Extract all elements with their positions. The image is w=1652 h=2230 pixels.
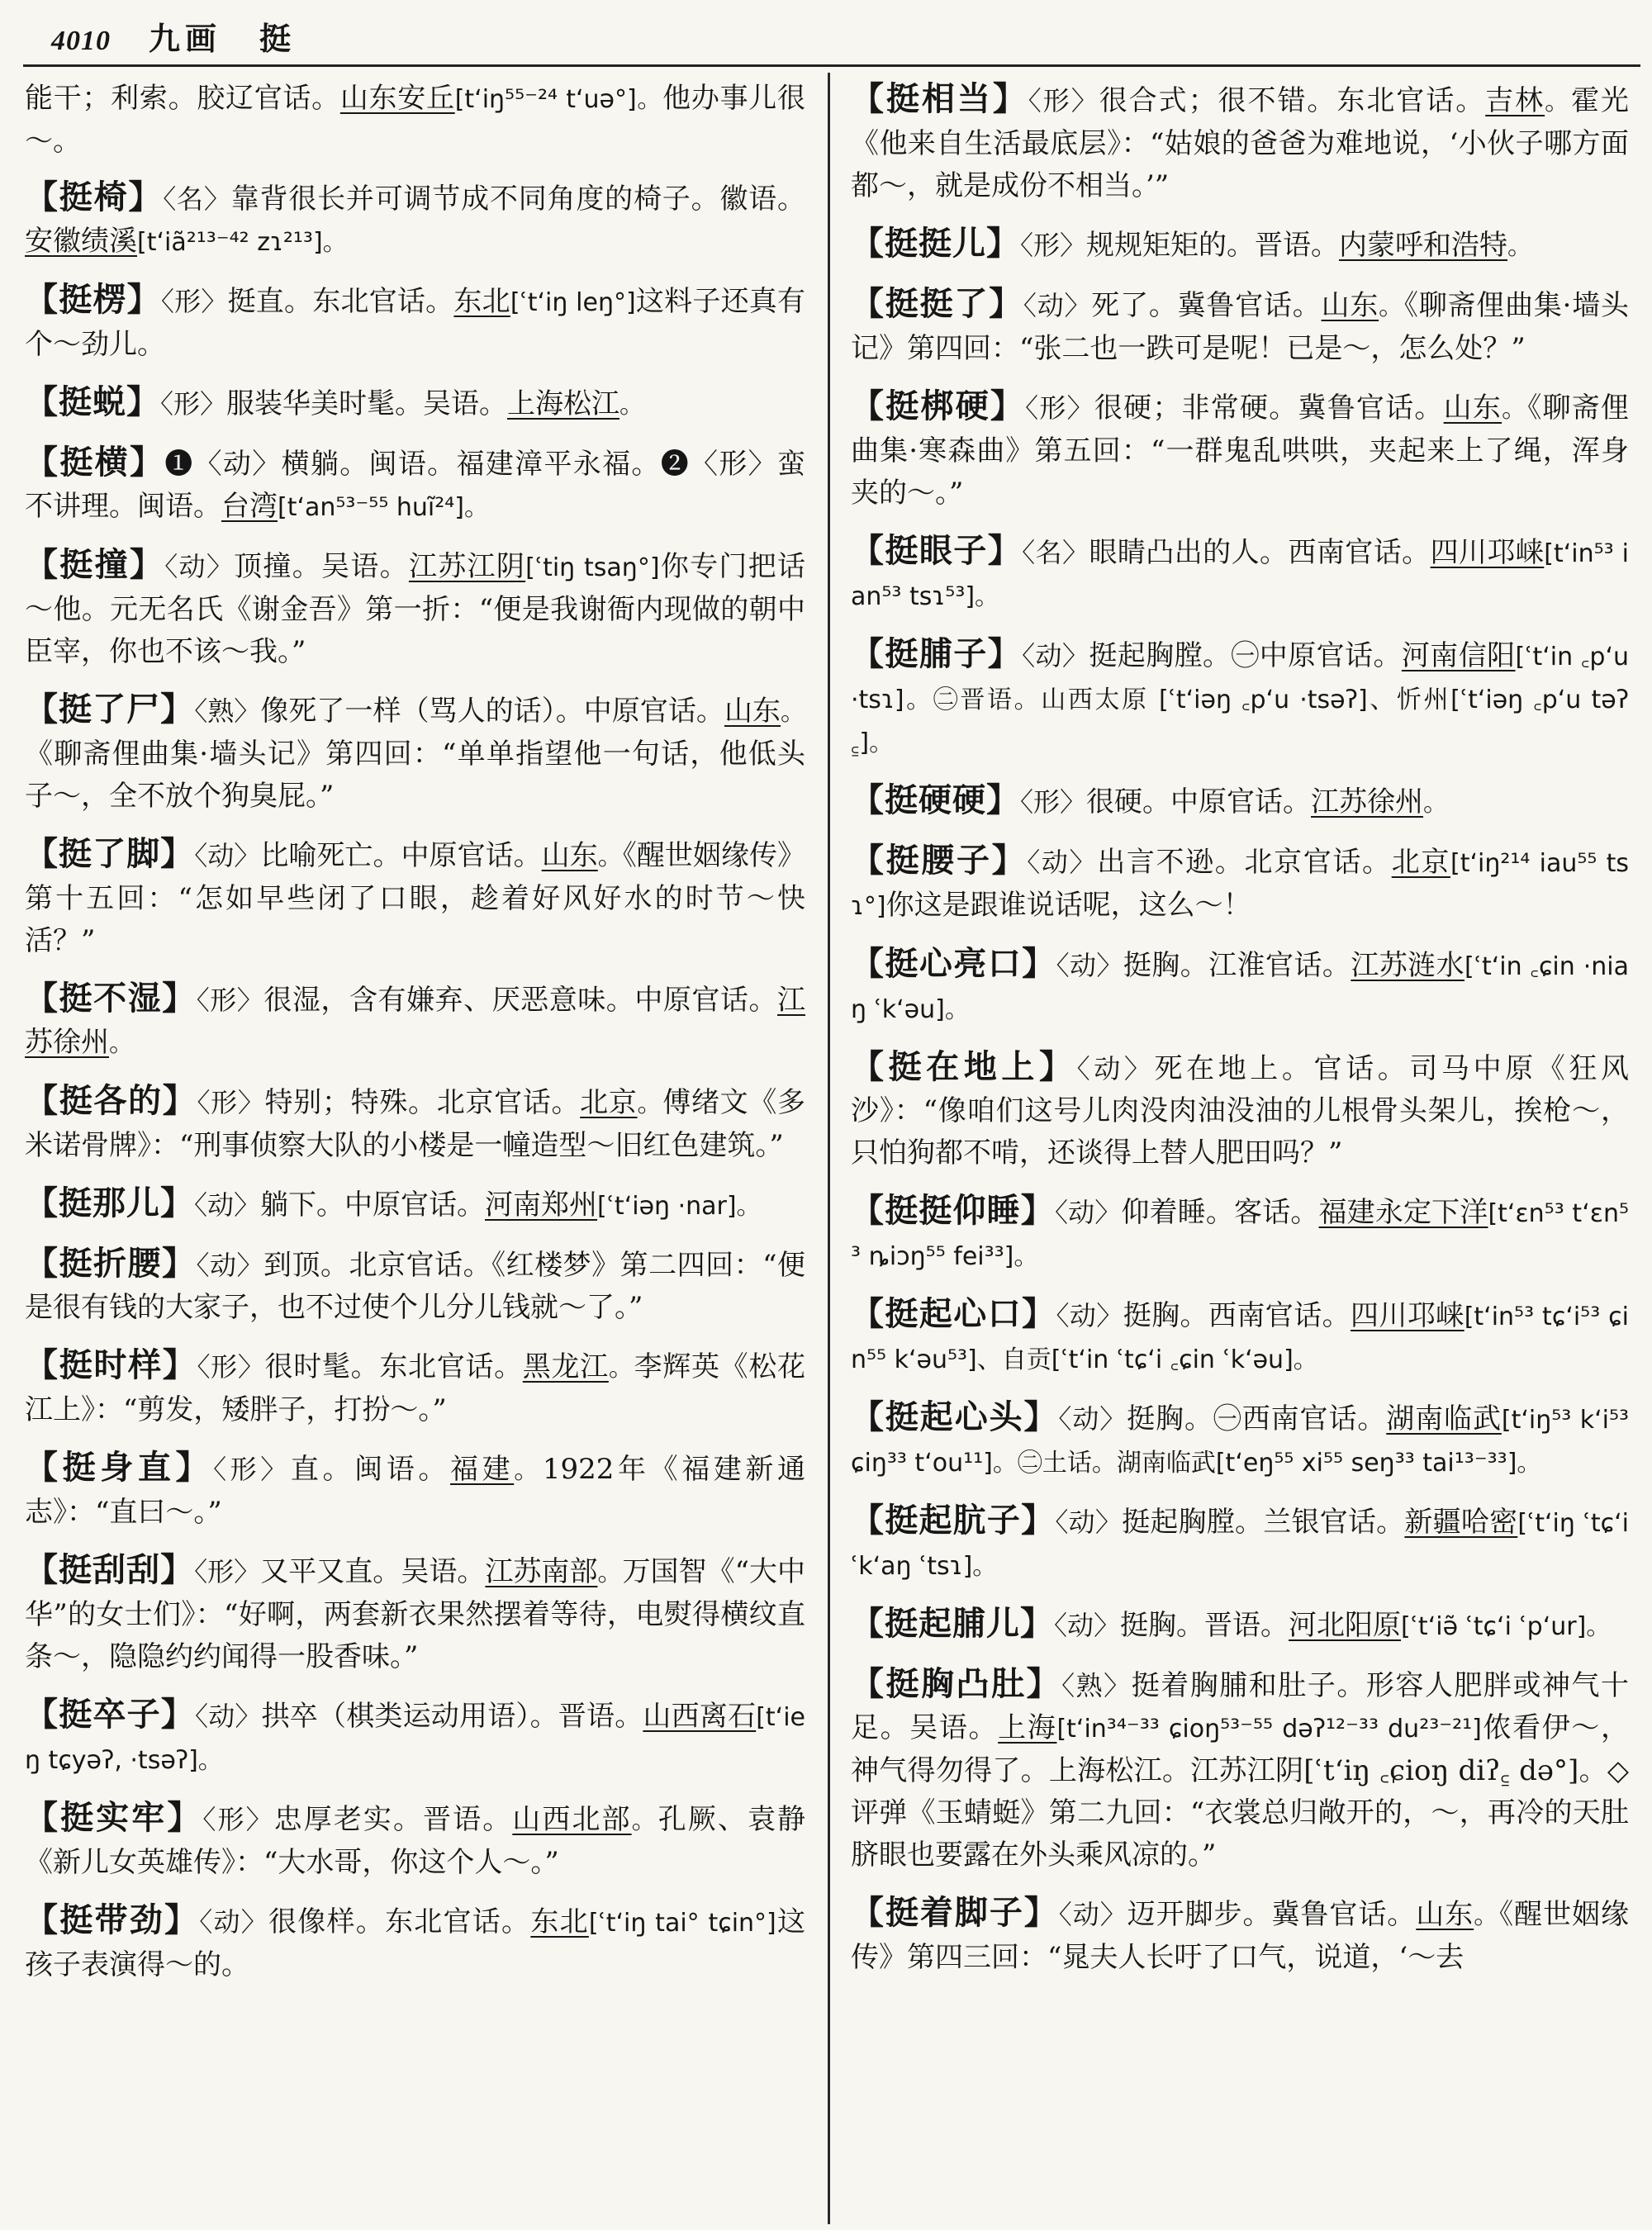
entry-headword: 【挺那儿】 <box>25 1184 194 1222</box>
part-of-speech-tag: 〈形〉 <box>197 1087 265 1118</box>
part-of-speech-tag: 〈动〉 <box>1027 847 1098 878</box>
entry-headword: 【挺蜕】 <box>25 382 160 421</box>
entry-headword: 【挺起肮子】 <box>851 1501 1056 1540</box>
pronunciation: [ʿt‘iə̃ ʿtɕ‘i ʿp‘ur]。 <box>1401 1612 1612 1641</box>
entry-headword: 【挺时样】 <box>25 1345 197 1384</box>
entry-definition: 死了。冀鲁官话。 <box>1091 289 1322 322</box>
dictionary-entry <box>851 839 1629 928</box>
dialect-location: 江苏徐州 <box>25 984 806 1059</box>
dialect-location: 四川邛崃 <box>1351 1299 1464 1332</box>
usage-example: 他办事儿很～。 <box>25 82 806 158</box>
part-of-speech-tag: 〈形〉 <box>202 1804 274 1835</box>
entry-headword: 【挺挺仰睡】 <box>851 1191 1055 1230</box>
entry-definition: 很时髦。东北官话。 <box>264 1350 523 1383</box>
dictionary-entry <box>25 1693 805 1782</box>
part-of-speech-tag: 〈动〉 <box>1054 1197 1122 1228</box>
pronunciation: 。 <box>1474 1901 1500 1930</box>
usage-example: 《红楼梦》第二四回：“便是很有钱的大家子，也不过使个儿分儿钱就～了。” <box>25 1249 805 1324</box>
pronunciation: [t‘ieŋ tɕyəʔ, ·tsəʔ]。 <box>25 1703 806 1775</box>
dictionary-entry <box>25 1242 805 1329</box>
dialect-location: 山西北部 <box>512 1803 632 1836</box>
dictionary-entry <box>851 1891 1629 1979</box>
usage-example: 傅绪文《多米诺骨牌》：“刑事侦察大队的小楼是一幢造型～旧红色建筑。” <box>25 1086 806 1162</box>
entry-headword: 【挺各的】 <box>25 1081 197 1120</box>
dictionary-entry <box>25 381 805 426</box>
entry-headword: 【挺椅】 <box>25 178 164 216</box>
pronunciation: 。 <box>637 1089 663 1118</box>
dictionary-entry <box>851 1499 1629 1587</box>
entry-definition: 很硬；非常硬。冀鲁官话。 <box>1094 391 1444 425</box>
dialect-location: 新疆哈密 <box>1404 1506 1518 1539</box>
pronunciation: 。 <box>1545 88 1572 116</box>
pronunciation: 。 <box>608 1354 634 1383</box>
dialect-location: 河北阳原 <box>1289 1609 1402 1642</box>
part-of-speech-tag: 〈动〉 <box>1056 950 1123 981</box>
entry-definition: 能干；利索。胶辽官话。 <box>25 82 340 115</box>
dictionary-entry <box>25 278 805 366</box>
dictionary-entry <box>851 779 1629 824</box>
page-number: 4010 <box>51 26 111 56</box>
dictionary-entry <box>25 1344 805 1431</box>
pronunciation: [t‘iã²¹³⁻⁴² zɿ²¹³]。 <box>137 228 348 257</box>
dialect-location: 湖南临武 <box>1386 1402 1502 1435</box>
entry-definition: 像死了一样（骂人的话）。中原官话。 <box>260 695 724 728</box>
usage-example: 《聊斋俚曲集·寒森曲》第五回：“一群鬼乱哄哄，夹起来上了绳，浑身夹的～。” <box>851 391 1630 510</box>
entry-headword: 【挺起心头】 <box>851 1397 1059 1436</box>
pronunciation: [t‘in³⁴⁻³³ ɕioŋ⁵³⁻⁵⁵ dəʔ¹²⁻³³ du²³⁻²¹] <box>1056 1715 1482 1744</box>
entry-headword: 【挺硬硬】 <box>851 780 1020 819</box>
entry-headword: 【挺带劲】 <box>25 1900 200 1939</box>
entry-definition: 挺直。东北官话。 <box>227 285 454 318</box>
part-of-speech-tag: 〈形〉 <box>1020 230 1087 261</box>
entry-definition: 眼睛凸出的人。西南官话。 <box>1089 536 1431 569</box>
dialect-location: 北京 <box>1391 846 1451 879</box>
usage-example: 《醒世姻缘传》第十五回：“怎如早些闭了口眼，趁着好风好水的时节～快活？” <box>25 839 806 957</box>
dialect-location: 内蒙呼和浩特 <box>1339 229 1508 262</box>
entry-headword: 【挺在地上】 <box>851 1047 1077 1086</box>
usage-example: 《聊斋俚曲集·墙头记》第四回：“单单指望他一句话，他低头子～，全不放个狗臭屁。” <box>25 738 805 813</box>
pronunciation: [t‘in⁵³ ian⁵³ tsɿ⁵³]。 <box>851 539 1630 611</box>
entry-definition: 顶撞。吴语。 <box>234 550 409 583</box>
dialect-location: 东北 <box>453 285 510 318</box>
dictionary-entry <box>851 222 1629 268</box>
dictionary-entry <box>25 1079 805 1167</box>
part-of-speech-tag: 〈动〉 <box>194 1189 261 1221</box>
entry-headword: 【挺卒子】 <box>25 1695 195 1734</box>
usage-example: 司马中原《狂风沙》：“像咱们这号儿肉没肉油没油的儿根骨头架儿，挨枪～，只怕狗都不啃，还谈得上替人肥田吗？” <box>851 1052 1630 1170</box>
usage-example: 侬看伊～，神气得勿得了。上海松江。江苏江阴[ʿt‘iŋ ꜀ɕioŋ diʔ꜁ də°]。◇评弹《玉蜻蜓》第二九回：“衣裳总归敞开的，～，再冷的天肚脐眼也要露在外头乘风凉的。” <box>851 1711 1630 1872</box>
usage-example: 这料子还真有个～劲儿。 <box>25 285 806 361</box>
part-of-speech-tag: 〈动〉 <box>194 840 261 871</box>
entry-definition: 很硬。中原官话。 <box>1086 785 1312 818</box>
part-of-speech-tag: 〈形〉 <box>194 1556 261 1587</box>
usage-example: 李辉英《松花江上》：“剪发，矮胖子，打扮～。” <box>25 1350 806 1426</box>
entry-headword: 【挺相当】 <box>851 79 1028 118</box>
entry-headword: 【挺眼子】 <box>851 531 1023 570</box>
dictionary-entry <box>25 1796 805 1884</box>
dictionary-entry <box>851 633 1629 764</box>
dialect-location: 江苏江阴 <box>408 550 526 583</box>
pronunciation: 。 <box>1507 232 1533 261</box>
dialect-location: 上海 <box>998 1711 1057 1744</box>
pronunciation: 。 <box>597 1559 623 1587</box>
pronunciation: 。 <box>1423 789 1449 818</box>
pronunciation: 。 <box>109 1029 134 1058</box>
part-of-speech-tag: 〈动〉 <box>195 1701 262 1732</box>
dictionary-entry <box>851 1663 1629 1877</box>
pronunciation: [ʿt‘iŋ tai° tɕin°] <box>588 1909 776 1938</box>
dialect-location: 黑龙江 <box>522 1350 609 1383</box>
dictionary-entry <box>25 78 805 163</box>
usage-example: 孔厥、袁静《新儿女英雄传》：“大水哥，你这个人～。” <box>25 1803 806 1879</box>
dialect-location: 江苏涟水 <box>1351 949 1465 982</box>
part-of-speech-tag: 〈动〉 <box>1054 1610 1121 1641</box>
entry-definition: 挺胸。晋语。 <box>1120 1609 1289 1642</box>
pronunciation: 。 <box>781 698 806 727</box>
entry-definition: 挺胸。㊀西南官话。 <box>1127 1402 1387 1435</box>
entry-definition: 很像样。东北官话。 <box>268 1905 531 1938</box>
pronunciation: [ʿt‘iŋ leŋ°] <box>510 288 636 317</box>
dialect-location: 河南信阳 <box>1401 639 1516 672</box>
dictionary-entry <box>851 942 1629 1031</box>
entry-headword: 【挺胸凸肚】 <box>851 1664 1062 1703</box>
entry-headword: 【挺挺了】 <box>851 284 1023 323</box>
head-character: 挺 <box>259 20 292 57</box>
entry-headword: 【挺刮刮】 <box>25 1550 195 1589</box>
part-of-speech-tag: 〈形〉 <box>1025 392 1094 424</box>
entry-definition: 忠厚老实。晋语。 <box>273 1803 513 1836</box>
dictionary-entry <box>851 78 1629 207</box>
pronunciation: [ʿt‘iəŋ ·nar]。 <box>597 1192 762 1221</box>
entry-definition: 又平又直。吴语。 <box>260 1555 486 1588</box>
dialect-location: 四川邛崃 <box>1430 536 1545 569</box>
part-of-speech-tag: 〈形〉 <box>196 985 264 1016</box>
entry-headword: 【挺梆硬】 <box>851 387 1026 425</box>
pronunciation: 。 <box>631 1806 658 1835</box>
entry-headword: 【挺腰子】 <box>851 841 1028 880</box>
dictionary-entry <box>25 977 805 1065</box>
dictionary-entry <box>851 1396 1629 1484</box>
entry-definition: 挺胸。西南官话。 <box>1123 1299 1351 1332</box>
entry-headword: 【挺折腰】 <box>25 1244 197 1283</box>
part-of-speech-tag: 〈动〉 <box>199 1906 269 1938</box>
dictionary-entry <box>25 176 805 263</box>
header-rule <box>23 64 1640 67</box>
dialect-location: 山西离石 <box>643 1700 757 1733</box>
part-of-speech-tag: 〈动〉 <box>1076 1053 1155 1084</box>
dictionary-entry <box>851 1293 1629 1381</box>
part-of-speech-tag: 〈动〉 <box>1023 290 1092 321</box>
dialect-location: 山东 <box>1416 1898 1474 1931</box>
dictionary-entry <box>851 1046 1629 1174</box>
pronunciation: 。 <box>597 842 623 871</box>
pronunciation: [ʿt‘iŋ ʿtɕ‘i ʿk‘aŋ ʿtsɿ]。 <box>851 1509 1630 1581</box>
entry-definition: 出言不逊。北京官话。 <box>1097 846 1392 879</box>
pronunciation: 。 <box>620 391 645 420</box>
entry-definition: ❶〈动〉横躺。闽语。福建漳平永福。❷〈形〉蛮不讲理。闽语。 <box>25 448 805 523</box>
dictionary-entry <box>851 1189 1629 1278</box>
left-column <box>25 78 805 2001</box>
dialect-location: 山东 <box>724 695 781 728</box>
column-divider <box>828 73 830 2224</box>
dictionary-entry <box>25 688 805 818</box>
entry-definition: 挺起胸膛。㊀中原官话。 <box>1089 639 1402 672</box>
entry-definition: 躺下。中原官话。 <box>260 1189 486 1222</box>
entry-headword: 【挺挺儿】 <box>851 224 1020 263</box>
entry-headword: 【挺脯子】 <box>851 634 1023 673</box>
entry-headword: 【挺着脚子】 <box>851 1893 1059 1932</box>
entry-definition: 到顶。北京官话。 <box>263 1249 492 1282</box>
dictionary-entry <box>25 543 805 673</box>
pronunciation: 。 <box>514 1456 543 1485</box>
entry-definition: 规规矩矩的。晋语。 <box>1086 229 1340 262</box>
entry-definition: 很湿，含有嫌弃、厌恶意味。中原官话。 <box>263 984 778 1017</box>
part-of-speech-tag: 〈形〉 <box>1028 85 1099 116</box>
pronunciation: [t‘in⁵³ tɕ‘i⁵³ ɕin⁵⁵ k‘əu⁵³]、自贡[ʿt‘in ʿtɕ‘i ꜀ɕin ʿk‘əu]。 <box>851 1302 1630 1374</box>
pronunciation: 。 <box>1379 292 1404 321</box>
entry-definition: 挺着胸脯和肚子。形容人肥胖或神气十足。吴语。 <box>851 1669 1629 1744</box>
dialect-location: 福建 <box>449 1453 515 1486</box>
usage-example: 你这是跟谁说话呢，这么～！ <box>885 889 1251 922</box>
dictionary-entry <box>25 1182 805 1227</box>
part-of-speech-tag: 〈动〉 <box>164 551 235 582</box>
dialect-location: 上海松江 <box>507 387 620 420</box>
entry-definition: 挺起胸膛。兰银官话。 <box>1122 1506 1405 1539</box>
pronunciation: [t‘iŋ⁵³ k‘i⁵³ ɕiŋ³³ t‘ou¹¹]。㊁土话。湖南临武[t‘eŋ⁵⁵ xi⁵⁵ seŋ³³ tai¹³⁻³³]。 <box>851 1406 1630 1478</box>
entry-definition: 服装华美时髦。吴语。 <box>226 387 508 420</box>
dictionary-entry <box>851 385 1629 515</box>
part-of-speech-tag: 〈动〉 <box>1055 1506 1123 1538</box>
pronunciation: [ʿt‘in ꜀ɕin ·niaŋ ʿk‘əu]。 <box>851 952 1630 1024</box>
dictionary-entry <box>851 282 1629 370</box>
page-header <box>51 13 291 61</box>
dialect-location: 北京 <box>580 1086 638 1119</box>
dialect-location: 台湾 <box>221 490 278 523</box>
pronunciation: 。 <box>1502 395 1528 424</box>
dialect-location: 江苏徐州 <box>1311 785 1424 818</box>
entry-definition: 死在地上。官话。 <box>1154 1052 1410 1085</box>
usage-example: 万国智《“大中华”的女士们》：“好啊，两套新衣果然摆着等待，电熨得横纹直条～，隐隐约约闻得一股香味。” <box>25 1555 806 1673</box>
part-of-speech-tag: 〈形〉 <box>1020 786 1087 818</box>
dictionary-entry <box>25 441 805 529</box>
dialect-location: 河南郑州 <box>485 1189 598 1222</box>
part-of-speech-tag: 〈名〉 <box>163 183 231 215</box>
dialect-location: 安徽绩溪 <box>25 225 137 258</box>
entry-headword: 【挺了脚】 <box>25 834 195 873</box>
entry-definition: 比喻死亡。中原官话。 <box>260 839 542 872</box>
part-of-speech-tag: 〈动〉 <box>1056 1300 1123 1331</box>
part-of-speech-tag: 〈动〉 <box>1058 1899 1127 1930</box>
entry-definition: 迈开脚步。冀鲁官话。 <box>1127 1898 1417 1931</box>
entry-headword: 【挺横】 <box>25 443 165 482</box>
dialect-location: 福建永定下洋 <box>1318 1196 1488 1229</box>
entry-headword: 【挺起脯儿】 <box>851 1604 1054 1643</box>
dictionary-entry <box>851 1602 1629 1648</box>
part-of-speech-tag: 〈动〉 <box>1022 640 1089 671</box>
usage-example: 1922年《福建新通志》：“直曰～。” <box>25 1453 806 1529</box>
entry-definition: 很合式；很不错。东北官话。 <box>1099 84 1486 117</box>
entry-definition: 拱卒（棋类运动用语）。晋语。 <box>261 1700 643 1733</box>
pronunciation: [t‘iŋ²¹⁴ iau⁵⁵ tsɿ°] <box>851 849 1629 921</box>
pronunciation: [t‘an⁵³⁻⁵⁵ huĩ²⁴]。 <box>278 493 489 522</box>
dialect-location: 山东 <box>1443 391 1502 425</box>
dialect-location: 东北 <box>530 1905 589 1938</box>
usage-example: 霍光《他来自生活最底层》：“姑娘的爸爸为难地说，‘小伙子哪方面都～，就是成份不相当。’” <box>851 84 1630 202</box>
entry-headword: 【挺楞】 <box>25 280 161 319</box>
dialect-location: 山东 <box>1321 289 1379 322</box>
part-of-speech-tag: 〈形〉 <box>160 388 227 420</box>
dialect-location: 江苏南部 <box>485 1555 598 1588</box>
dictionary-entry <box>851 529 1629 618</box>
entry-definition: 特别；特殊。北京官话。 <box>264 1086 581 1119</box>
entry-headword: 【挺心亮口】 <box>851 944 1056 983</box>
part-of-speech-tag: 〈形〉 <box>160 286 228 317</box>
usage-example: 这孩子表演得～的。 <box>25 1905 806 1981</box>
entry-definition: 挺胸。江淮官话。 <box>1123 949 1351 982</box>
entry-headword: 【挺撞】 <box>25 545 165 584</box>
part-of-speech-tag: 〈名〉 <box>1022 537 1089 568</box>
entry-definition: 仰着睡。客话。 <box>1121 1196 1319 1229</box>
entry-headword: 【挺实牢】 <box>25 1798 203 1837</box>
part-of-speech-tag: 〈动〉 <box>1058 1403 1127 1435</box>
dialect-location: 吉林 <box>1485 84 1545 117</box>
entry-definition: 直。闽语。 <box>290 1453 450 1486</box>
right-column <box>851 78 1629 1994</box>
part-of-speech-tag: 〈形〉 <box>213 1454 291 1485</box>
entry-headword: 【挺起心口】 <box>851 1294 1056 1333</box>
usage-example: 《聊斋俚曲集·墙头记》第四回：“张二也一跌可是呢！已是～，怎么处？” <box>851 289 1630 365</box>
pronunciation: [t‘ɛn⁵³ t‘ɛn⁵³ ȵiɔŋ⁵⁵ fei³³]。 <box>851 1199 1629 1271</box>
part-of-speech-tag: 〈动〉 <box>196 1250 264 1281</box>
dictionary-entry <box>25 1899 805 1986</box>
part-of-speech-tag: 〈熟〉 <box>194 695 261 727</box>
dialect-location: 山东安丘 <box>339 82 455 115</box>
part-of-speech-tag: 〈形〉 <box>197 1351 265 1383</box>
pronunciation: [ʿtiŋ tsaŋ°] <box>525 553 660 582</box>
radical-label: 九画 <box>149 20 222 57</box>
usage-example: 你专门把话～他。元无名氏《谢金吾》第一折：“便是我谢衙内现做的朝中臣宰，你也不该～我。” <box>25 550 806 668</box>
dictionary-entry <box>25 1549 805 1678</box>
entry-headword: 【挺身直】 <box>25 1448 214 1487</box>
dialect-location: 山东 <box>541 839 598 872</box>
entry-headword: 【挺了尸】 <box>25 690 195 728</box>
pronunciation: [t‘iŋ⁵⁵⁻²⁴ t‘uə°]。 <box>454 85 663 114</box>
dictionary-entry <box>25 833 805 962</box>
part-of-speech-tag: 〈熟〉 <box>1061 1670 1132 1701</box>
dictionary-entry <box>25 1446 805 1534</box>
usage-example: 《醒世姻缘传》第四三回：“晁夫人长吁了口气，说道，‘～去 <box>851 1898 1629 1974</box>
entry-headword: 【挺不湿】 <box>25 979 197 1018</box>
entry-definition: 靠背很长并可调节成不同角度的椅子。徽语。 <box>230 183 805 216</box>
pronunciation: [ʿt‘in ꜀p‘u ·tsɿ]。㊁晋语。山西太原 [ʿt‘iəŋ ꜀p‘u ·tsəʔ]、忻州[ʿt‘iəŋ ꜀p‘u təʔ꜁]。 <box>851 643 1630 757</box>
